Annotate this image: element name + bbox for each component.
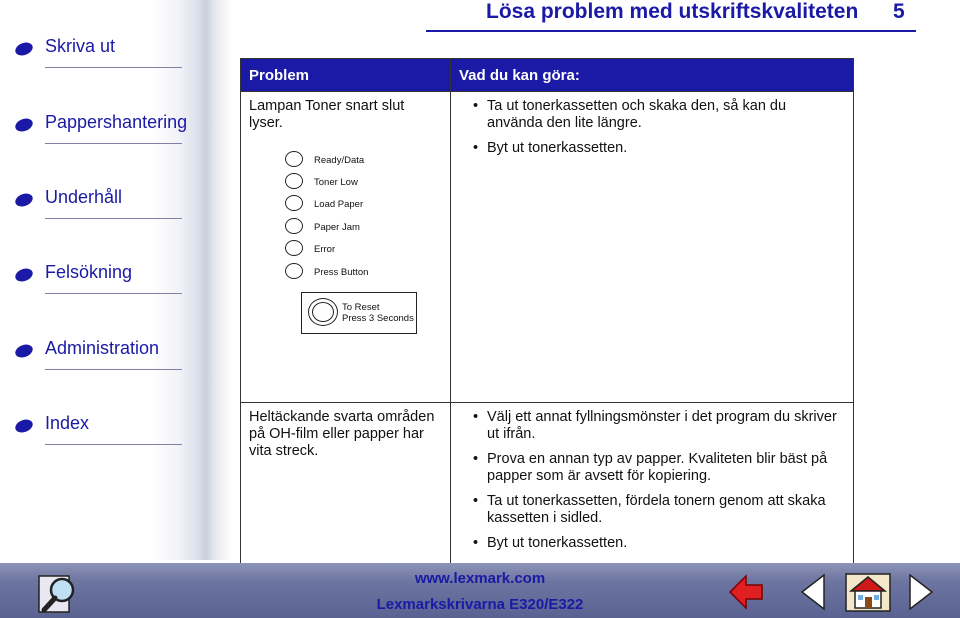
problem-cell (241, 92, 451, 403)
led-label: Load Paper (314, 199, 364, 210)
list-item: • Prova en annan typ av papper. Kvaliteten blir bäst på papper som är avsett för kopiering. (473, 451, 845, 485)
reset-instruction (342, 302, 414, 324)
sidebar-item-label: Felsökning (45, 262, 133, 282)
footer-url-link[interactable]: www.lexmark.com (414, 570, 546, 587)
led-icon (285, 240, 303, 256)
red-left-arrow-icon[interactable] (728, 573, 764, 611)
troubleshooting-table (240, 58, 854, 567)
led-label: Toner Low (314, 177, 358, 188)
list-item: • Byt ut tonerkassetten. (473, 535, 845, 552)
sidebar-item-label: Skriva ut (45, 36, 116, 56)
led-icon (285, 263, 303, 279)
divider (45, 143, 182, 144)
solution-cell (451, 403, 854, 567)
led-label: Ready/Data (314, 155, 365, 166)
problem-cell (241, 403, 451, 567)
problem-text: Lampan Toner snart slut lyser. (249, 98, 405, 131)
solution-cell (451, 92, 854, 403)
divider (45, 218, 182, 219)
sidebar-item-felsokning[interactable] (14, 256, 182, 294)
led-icon (285, 151, 303, 167)
led-icon (285, 173, 303, 189)
operator-panel-illustration (271, 138, 471, 396)
sidebar-nav (0, 0, 245, 560)
table-row (241, 403, 854, 567)
sidebar-item-label: Index (45, 413, 90, 433)
sidebar-item-administration[interactable] (14, 332, 182, 370)
operator-button-icon (308, 298, 338, 326)
sidebar-item-skriva-ut[interactable] (14, 30, 182, 68)
page-title: Lösa problem med utskriftskvaliteten (486, 0, 859, 23)
page-number: 5 (893, 0, 905, 23)
divider (45, 67, 182, 68)
bullet-icon (14, 193, 34, 207)
problem-text: Heltäckande svarta områden på OH-film eller papper har vita streck. (249, 409, 435, 459)
footer-bar (0, 563, 960, 618)
bullet-icon (14, 344, 34, 358)
table-header-row (241, 59, 854, 92)
divider (45, 293, 182, 294)
sidebar-item-label: Pappershantering (45, 112, 188, 132)
list-item: • Ta ut tonerkassetten och skaka den, så kan du använda den lite längre. (473, 98, 845, 132)
footer-product-name: Lexmarkskrivarna E320/E322 (376, 596, 584, 613)
sidebar-item-index[interactable] (14, 407, 182, 445)
bullet-icon (14, 268, 34, 282)
bullet-icon (14, 419, 34, 433)
bullet-icon (14, 42, 34, 56)
sidebar-item-pappershantering[interactable] (14, 106, 188, 144)
column-header-solution: Vad du kan göra: (451, 59, 854, 92)
list-item: • Välj ett annat fyllningsmönster i det program du skriver ut ifrån. (473, 409, 845, 443)
led-icon (285, 218, 303, 234)
column-header-problem: Problem (241, 59, 451, 92)
house-icon[interactable] (845, 571, 891, 613)
list-item: • Ta ut tonerkassetten, fördela tonern genom att skaka kassetten i sidled. (473, 493, 845, 527)
led-label: Error (314, 244, 336, 255)
divider (45, 369, 182, 370)
sidebar-item-label: Underhåll (45, 187, 123, 207)
solution-list (459, 409, 845, 552)
table-row (241, 92, 854, 403)
led-label: Paper Jam (314, 222, 360, 233)
led-label: Press Button (314, 267, 369, 278)
list-item: • Byt ut tonerkassetten. (473, 140, 845, 157)
left-triangle-icon[interactable] (800, 573, 826, 611)
title-rule (426, 30, 916, 32)
reset-line-1: To Reset (342, 302, 380, 313)
sidebar-item-underhall[interactable] (14, 181, 182, 219)
reset-button-panel (301, 292, 417, 334)
magnifier-icon[interactable] (38, 573, 82, 615)
led-icon (285, 195, 303, 211)
right-triangle-icon[interactable] (908, 573, 934, 611)
solution-list (459, 98, 845, 157)
sidebar-item-label: Administration (45, 338, 160, 358)
bullet-icon (14, 118, 34, 132)
divider (45, 444, 182, 445)
reset-line-2: Press 3 Seconds (342, 313, 414, 324)
